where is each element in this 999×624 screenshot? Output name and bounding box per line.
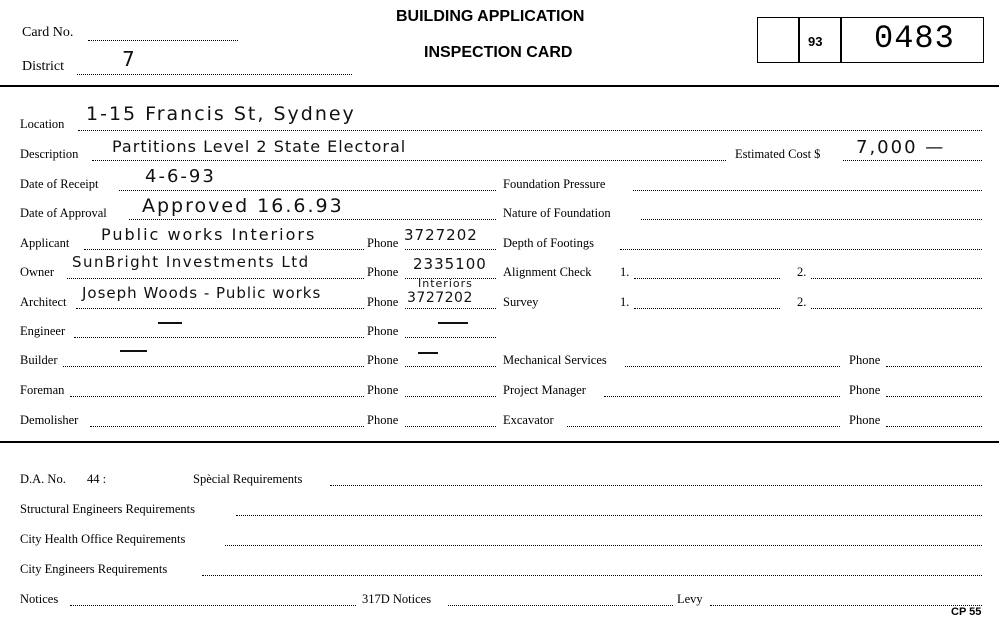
health-requirements-label: City Health Office Requirements xyxy=(20,532,186,546)
architect-phone-field[interactable] xyxy=(405,308,496,309)
form-code: CP 55 xyxy=(951,606,982,618)
alignment-check-1-label: 1. xyxy=(620,265,630,279)
depth-footings-field[interactable] xyxy=(620,249,982,250)
divider-bottom xyxy=(0,441,999,443)
engineer-dash xyxy=(158,322,182,324)
alignment-check-label: Alignment Check xyxy=(503,265,592,279)
excavator-phone-field[interactable] xyxy=(886,426,982,427)
architect-label: Architect xyxy=(20,295,67,309)
card-title-line2: INSPECTION CARD xyxy=(424,44,573,61)
card-no-label: Card No. xyxy=(22,25,74,40)
nature-foundation-label: Nature of Foundation xyxy=(503,206,611,220)
architect-phone-note: Interiors xyxy=(418,277,473,290)
description-field[interactable] xyxy=(92,160,726,161)
estimated-cost-value: 7,000 — xyxy=(856,137,946,158)
survey-label: Survey xyxy=(503,295,539,309)
card-number: 0483 xyxy=(874,20,955,57)
foreman-phone-label: Phone xyxy=(367,383,399,397)
foundation-pressure-field[interactable] xyxy=(633,190,982,191)
alignment-check-1-field[interactable] xyxy=(634,278,780,279)
excavator-field[interactable] xyxy=(567,426,840,427)
foreman-field[interactable] xyxy=(70,396,364,397)
alignment-check-2-label: 2. xyxy=(797,265,807,279)
demolisher-label: Demolisher xyxy=(20,413,79,427)
survey-2-label: 2. xyxy=(797,295,807,309)
date-receipt-label: Date of Receipt xyxy=(20,177,99,191)
health-requirements-field[interactable] xyxy=(225,545,982,546)
notices-label: Notices xyxy=(20,592,59,606)
notices-field[interactable] xyxy=(70,605,356,606)
project-manager-field[interactable] xyxy=(604,396,840,397)
district-value: 7 xyxy=(122,47,137,71)
date-receipt-field[interactable] xyxy=(119,190,496,191)
district-field[interactable] xyxy=(77,74,352,75)
mechanical-services-label: Mechanical Services xyxy=(503,353,607,367)
engineer-phone-field[interactable] xyxy=(405,337,496,338)
engineer-field[interactable] xyxy=(74,337,364,338)
demolisher-phone-field[interactable] xyxy=(405,426,496,427)
da-no-value: 44 : xyxy=(87,472,107,486)
builder-field[interactable] xyxy=(63,366,364,367)
owner-phone-value: 2335100 xyxy=(413,255,487,273)
description-value: Partitions Level 2 State Electoral xyxy=(112,137,407,156)
nature-foundation-field[interactable] xyxy=(641,219,982,220)
card-title-line1: BUILDING APPLICATION xyxy=(396,8,585,25)
divider-top xyxy=(0,85,999,87)
mechanical-services-field[interactable] xyxy=(625,366,840,367)
applicant-phone-field[interactable] xyxy=(405,249,496,250)
excavator-phone-label: Phone xyxy=(849,413,881,427)
date-approval-field[interactable] xyxy=(129,219,496,220)
applicant-phone-value: 3727202 xyxy=(404,226,478,244)
engineer-label: Engineer xyxy=(20,324,66,338)
architect-phone-value: 3727202 xyxy=(407,290,473,306)
card-year: 93 xyxy=(808,34,823,49)
city-engineers-field[interactable] xyxy=(202,575,982,576)
da-no-label: D.A. No. xyxy=(20,472,66,486)
card-number-divider-1 xyxy=(798,17,800,63)
demolisher-field[interactable] xyxy=(90,426,364,427)
builder-dash xyxy=(120,350,147,352)
card-no-field[interactable] xyxy=(88,40,238,41)
applicant-field[interactable] xyxy=(84,249,364,250)
foundation-pressure-label: Foundation Pressure xyxy=(503,177,606,191)
project-manager-phone-label: Phone xyxy=(849,383,881,397)
mechanical-phone-field[interactable] xyxy=(886,366,982,367)
survey-1-field[interactable] xyxy=(634,308,780,309)
date-approval-value: Approved 16.6.93 xyxy=(142,195,344,217)
levy-field[interactable] xyxy=(710,605,982,606)
survey-1-label: 1. xyxy=(620,295,630,309)
project-manager-label: Project Manager xyxy=(503,383,586,397)
structural-requirements-field[interactable] xyxy=(236,515,982,516)
estimated-cost-label: Estimated Cost $ xyxy=(735,147,821,161)
engineer-phone-dash xyxy=(438,322,468,324)
architect-value: Joseph Woods - Public works xyxy=(82,284,322,302)
location-value: 1-15 Francis St, Sydney xyxy=(86,103,356,125)
date-approval-label: Date of Approval xyxy=(20,206,107,220)
estimated-cost-field[interactable] xyxy=(843,160,982,161)
architect-phone-label: Phone xyxy=(367,295,399,309)
applicant-phone-label: Phone xyxy=(367,236,399,250)
card-number-divider-2 xyxy=(840,17,842,63)
owner-phone-label: Phone xyxy=(367,265,399,279)
applicant-value: Public works Interiors xyxy=(101,225,317,244)
project-manager-phone-field[interactable] xyxy=(886,396,982,397)
special-requirements-label: Spècial Requirements xyxy=(193,472,303,486)
structural-requirements-label: Structural Engineers Requirements xyxy=(20,502,195,516)
city-engineers-label: City Engineers Requirements xyxy=(20,562,168,576)
survey-2-field[interactable] xyxy=(811,308,982,309)
owner-value: SunBright Investments Ltd xyxy=(72,253,310,271)
demolisher-phone-label: Phone xyxy=(367,413,399,427)
builder-phone-label: Phone xyxy=(367,353,399,367)
engineer-phone-label: Phone xyxy=(367,324,399,338)
mechanical-phone-label: Phone xyxy=(849,353,881,367)
description-label: Description xyxy=(20,147,79,161)
notices-317d-field[interactable] xyxy=(448,605,673,606)
location-field[interactable] xyxy=(78,130,982,131)
applicant-label: Applicant xyxy=(20,236,70,250)
special-requirements-field[interactable] xyxy=(330,485,982,486)
foreman-label: Foreman xyxy=(20,383,65,397)
district-label: District xyxy=(22,59,64,74)
alignment-check-2-field[interactable] xyxy=(811,278,982,279)
builder-phone-field[interactable] xyxy=(405,366,496,367)
notices-317d-label: 317D Notices xyxy=(362,592,432,606)
excavator-label: Excavator xyxy=(503,413,554,427)
date-receipt-value: 4-6-93 xyxy=(145,166,216,187)
builder-label: Builder xyxy=(20,353,58,367)
foreman-phone-field[interactable] xyxy=(405,396,496,397)
location-label: Location xyxy=(20,117,65,131)
builder-phone-dash xyxy=(418,352,438,354)
depth-footings-label: Depth of Footings xyxy=(503,236,594,250)
architect-field[interactable] xyxy=(76,308,364,309)
owner-label: Owner xyxy=(20,265,55,279)
owner-field[interactable] xyxy=(67,278,364,279)
levy-label: Levy xyxy=(677,592,703,606)
